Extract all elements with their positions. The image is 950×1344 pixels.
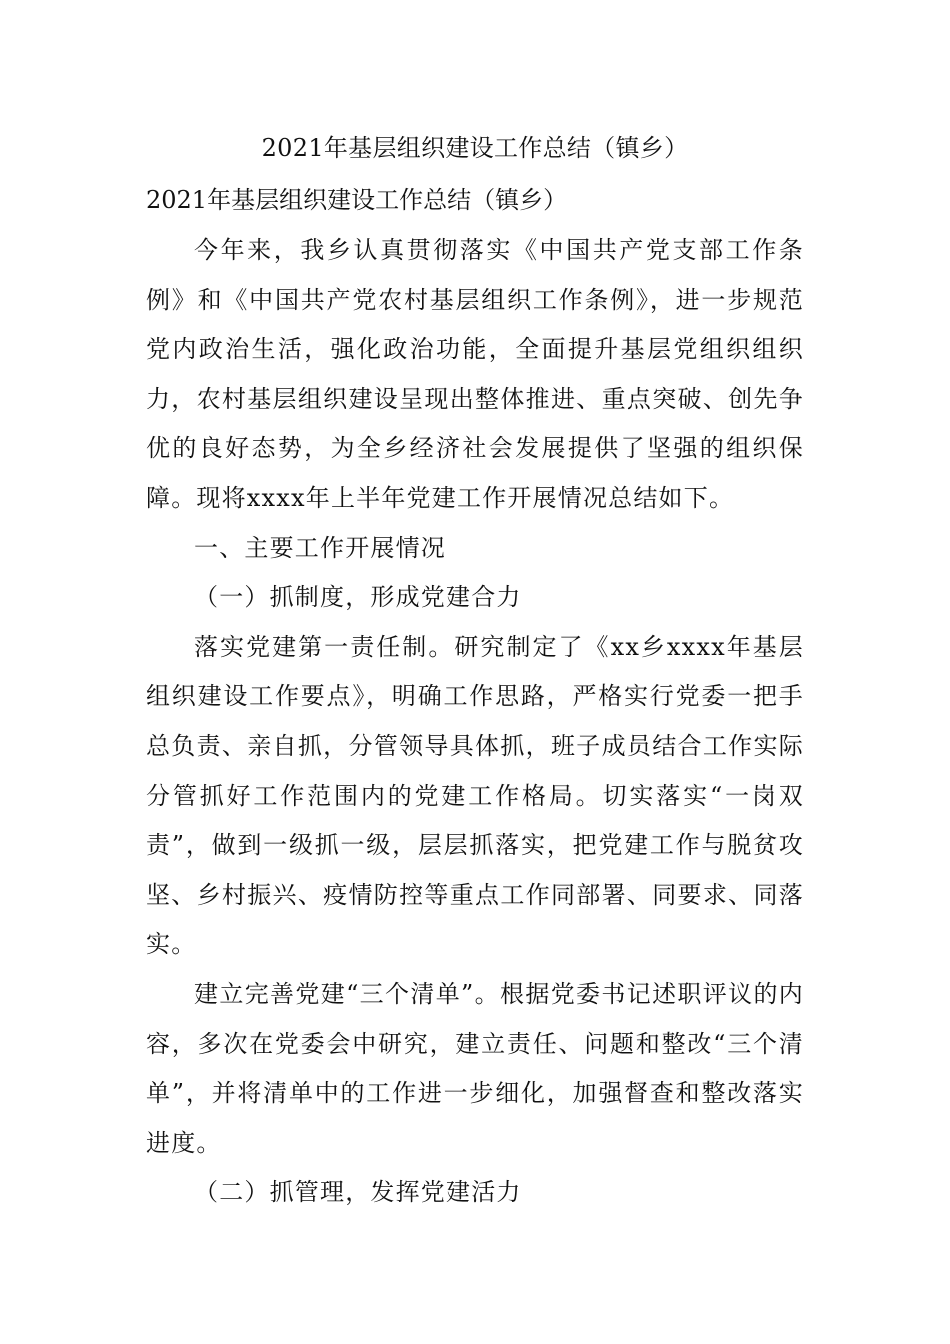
paragraph-three-lists: 建立完善党建“三个清单”。根据党委书记述职评议的内容，多次在党委会中研究，建立责任、问题和整改“三个清单”，并将清单中的工作进一步细化，加强督查和整改落实进度。 bbox=[146, 979, 804, 1157]
subsection-heading-2: （二）抓管理，发挥党建活力 bbox=[194, 1178, 522, 1207]
document-body bbox=[146, 226, 804, 1218]
intro-paragraph: 今年来，我乡认真贯彻落实《中国共产党支部工作条例》和《中国共产党农村基层组织工作条例》，进一步规范党内政治生活，强化政治功能，全面提升基层党组织组织力，农村基层组织建设呈现出整体推进、重点突破、创先争优的良好态势，为全乡经济社会发展提供了坚强的组织保障。现将xxxx年上半年党建工作开展情况总结如下。 bbox=[146, 236, 804, 512]
document-title: 2021年基层组织建设工作总结（镇乡） bbox=[261, 134, 689, 162]
document-subtitle: 2021年基层组织建设工作总结（镇乡） bbox=[146, 186, 568, 214]
subsection-heading-1: （一）抓制度，形成党建合力 bbox=[194, 583, 522, 612]
paragraph-responsibility: 落实党建第一责任制。研究制定了《xx乡xxxx年基层组织建设工作要点》，明确工作思路，严格实行党委一把手总负责、亲自抓，分管领导具体抓，班子成员结合工作实际分管抓好工作范围内的党建工作格局。切实落实“一岗双责”，做到一级抓一级，层层抓落实，把党建工作与脱贫攻坚、乡村振兴、疫情防控等重点工作同部署、同要求、同落实。 bbox=[146, 632, 804, 959]
section-heading-1: 一、主要工作开展情况 bbox=[194, 533, 446, 562]
